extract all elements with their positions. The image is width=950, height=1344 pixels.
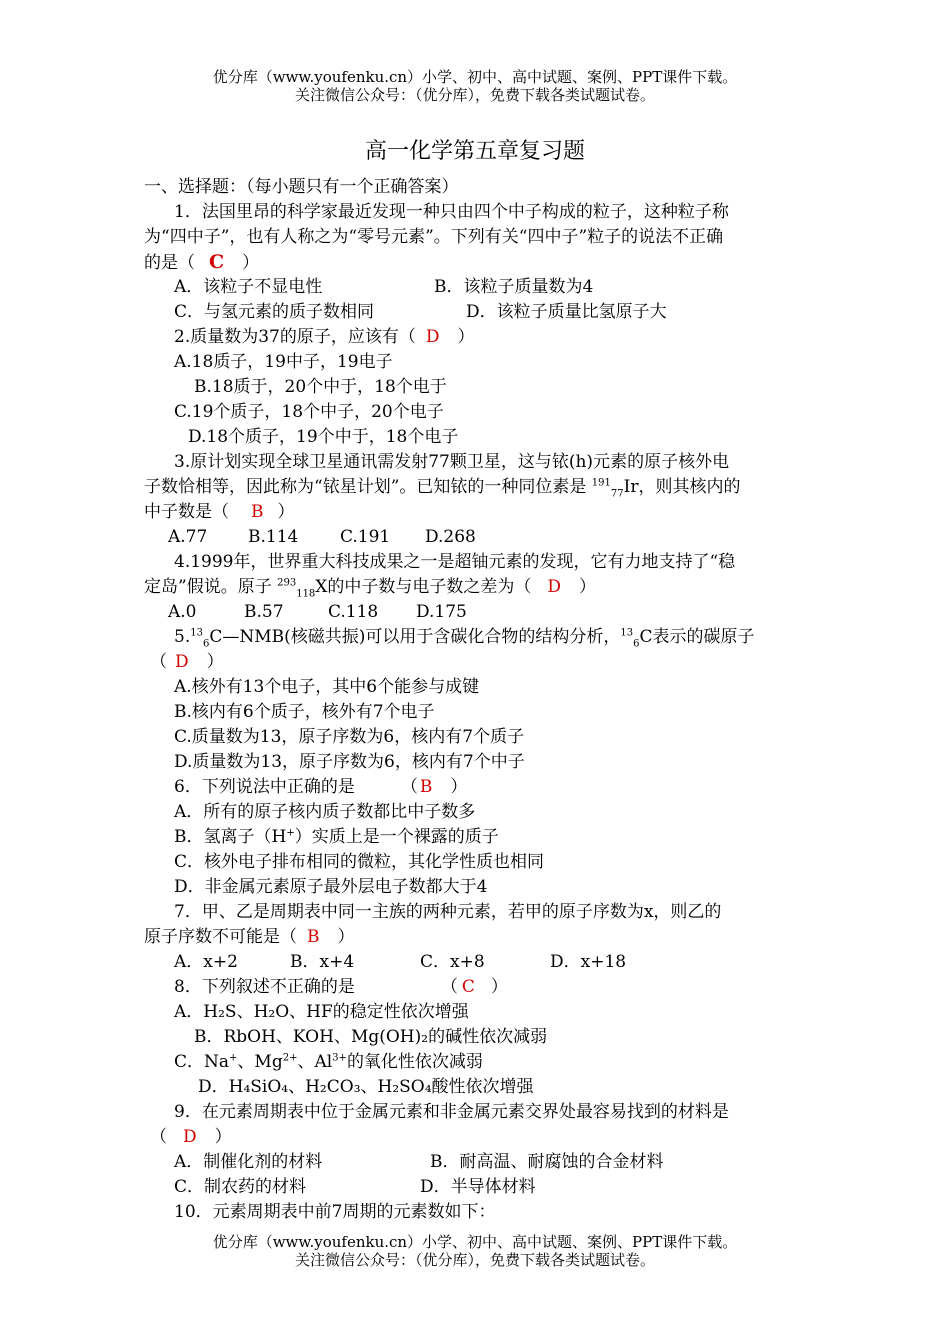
q6-stem: 6．下列说法中正确的是 （ B ） bbox=[174, 777, 468, 797]
q8-answer: C bbox=[461, 977, 475, 997]
q7-line-2: 原子序数不可能是（ B ） bbox=[144, 927, 355, 947]
footer-line-1: 优分库（www.youfenku.cn）小学、初中、高中试题、案例、PPT课件下载。 bbox=[212, 1233, 738, 1251]
q4-option-b: B.57 bbox=[244, 602, 284, 622]
q5-line-1: $5.13_6C—NMB$(核磁共振)可以用于含碳化合物的结构分析，$^{13}_6$C表示的碳原子 bbox=[174, 627, 755, 650]
q7-option-b: B．x+4 bbox=[290, 952, 355, 972]
q2-option-d: D.18个质子，19个中于，18个电子 bbox=[188, 427, 459, 447]
q5-answer: D bbox=[175, 652, 189, 672]
q6-answer: B bbox=[419, 777, 433, 797]
q5-line-2: （ D ） bbox=[150, 652, 224, 672]
q1-line-1: 1．法国里昂的科学家最近发现一种只由四个中子构成的粒子，这种粒子称 bbox=[174, 202, 729, 222]
header-line-2: 关注微信公众号：（优分库），免费下载各类试题试卷。 bbox=[294, 86, 655, 104]
q3-answer: B bbox=[251, 502, 264, 522]
q3-option-d: D.268 bbox=[425, 527, 476, 547]
q9-line-1: 9．在元素周期表中位于金属元素和非金属元素交界处最容易找到的材料是 bbox=[174, 1102, 729, 1122]
q2-stem: 2.质量数为37的原子，应该有（ D ） bbox=[174, 327, 475, 347]
header-line-1: 优分库（www.youfenku.cn）小学、初中、高中试题、案例、PPT课件下载。 bbox=[212, 68, 738, 86]
q4-line-2: 定岛”假说。原子 $^{293}_{118}$X的中子数与电子数之差为（ D ） bbox=[144, 577, 597, 600]
q9-option-a: A．制催化剂的材料 bbox=[174, 1152, 323, 1172]
q8-option-c: C．Na+、$Mg^{2+}$、$Al^{3+}$的氧化性依次减弱 bbox=[174, 1052, 483, 1072]
q6-option-c: C．核外电子排布相同的微粒，其化学性质也相同 bbox=[174, 852, 545, 872]
q3-line-3: 中子数是（ B ） bbox=[144, 502, 295, 522]
q7-option-c: C．x+8 bbox=[420, 952, 485, 972]
q4-option-a: A.0 bbox=[168, 602, 197, 622]
q5-option-c: C.质量数为13，原子序数为6，核内有7个质子 bbox=[174, 727, 525, 747]
q1-option-b: B．该粒子质量数为4 bbox=[434, 277, 594, 297]
q2-answer: D bbox=[425, 327, 440, 347]
q9-answer: D bbox=[183, 1127, 197, 1147]
q5-option-b: B.核内有6个质子，核外有7个电子 bbox=[174, 702, 435, 722]
q2-option-b: B.18质于，20个中于，18个电于 bbox=[194, 377, 447, 397]
q6-option-a: A．所有的原子核内质子数都比中子数多 bbox=[174, 802, 476, 822]
q3-line-1: 3.原计划实现全球卫星通讯需发射77颗卫星，这与铱(h)元素的原子核外电 bbox=[174, 452, 730, 472]
q2-option-a: A.18质子，19中子，19电子 bbox=[174, 352, 393, 372]
q4-option-d: D.175 bbox=[416, 602, 467, 622]
q7-answer: B bbox=[307, 927, 320, 947]
q9-option-d: D．半导体材料 bbox=[420, 1177, 536, 1197]
q4-option-c: C.118 bbox=[328, 602, 379, 622]
q3-option-b: B.114 bbox=[248, 527, 299, 547]
q5-option-d: D.质量数为13，原子序数为6，核内有7个中子 bbox=[174, 752, 525, 772]
q4-answer: D bbox=[547, 577, 562, 597]
q4-line-1: 4.1999年，世界重大科技成果之一是超铀元素的发现，它有力地支持了“稳 bbox=[174, 552, 736, 572]
footer-line-2: 关注微信公众号：（优分库），免费下载各类试题试卷。 bbox=[294, 1251, 655, 1269]
q8-stem: 8．下列叙述不正确的是 （ C ） bbox=[174, 977, 508, 997]
q1-line-3: 的是（ C ） bbox=[144, 251, 260, 273]
q7-option-a: A．x+2 bbox=[174, 952, 238, 972]
q1-option-c: C．与氢元素的质子数相同 bbox=[174, 302, 375, 322]
q3-option-a: A.77 bbox=[168, 527, 208, 547]
q10-line-1: 10．元素周期表中前7周期的元素数如下： bbox=[174, 1202, 496, 1222]
q3-line-2: 子数恰相等，因此称为“铱星计划”。已知铱的一种同位素是 $^{191}_{77}$Ir，则其核内的 bbox=[144, 477, 741, 500]
q1-answer: C bbox=[209, 251, 225, 273]
section-heading: 一、选择题：（每小题只有一个正确答案） bbox=[144, 177, 459, 197]
q9-option-b: B．耐高温、耐腐蚀的合金材料 bbox=[430, 1152, 664, 1172]
q1-line-2: 为“四中子”，也有人称之为“零号元素”。下列有关“四中子”粒子的说法不正确 bbox=[144, 227, 724, 247]
q7-option-d: D．x+18 bbox=[550, 952, 627, 972]
q9-option-c: C．制农药的材料 bbox=[174, 1177, 307, 1197]
q7-line-1: 7．甲、乙是周期表中同一主族的两种元素，若甲的原子序数为x，则乙的 bbox=[174, 902, 722, 922]
q8-option-d: D．H₄SiO₄、H₂CO₃、H₂SO₄酸性依次增强 bbox=[198, 1077, 534, 1097]
q3-option-c: C.191 bbox=[340, 527, 391, 547]
q6-option-d: D．非金属元素原子最外层电子数都大于4 bbox=[174, 877, 488, 897]
q1-option-a: A．该粒子不显电性 bbox=[174, 277, 323, 297]
q5-option-a: A.核外有13个电子，其中6个能参与成键 bbox=[174, 677, 480, 697]
q8-option-a: A．H₂S、H₂O、HF的稳定性依次增强 bbox=[174, 1002, 469, 1022]
q6-option-b: B．氢离子（H+）实质上是一个裸露的质子 bbox=[174, 827, 499, 847]
q2-option-c: C.19个质子，18个中子，20个电子 bbox=[174, 402, 444, 422]
page-title: 高一化学第五章复习题 bbox=[364, 139, 585, 164]
q9-line-2: （ D ） bbox=[150, 1127, 232, 1147]
q1-option-d: D．该粒子质量比氢原子大 bbox=[466, 302, 667, 322]
q8-option-b: B．RbOH、KOH、Mg(OH)₂的碱性依次减弱 bbox=[194, 1027, 548, 1047]
